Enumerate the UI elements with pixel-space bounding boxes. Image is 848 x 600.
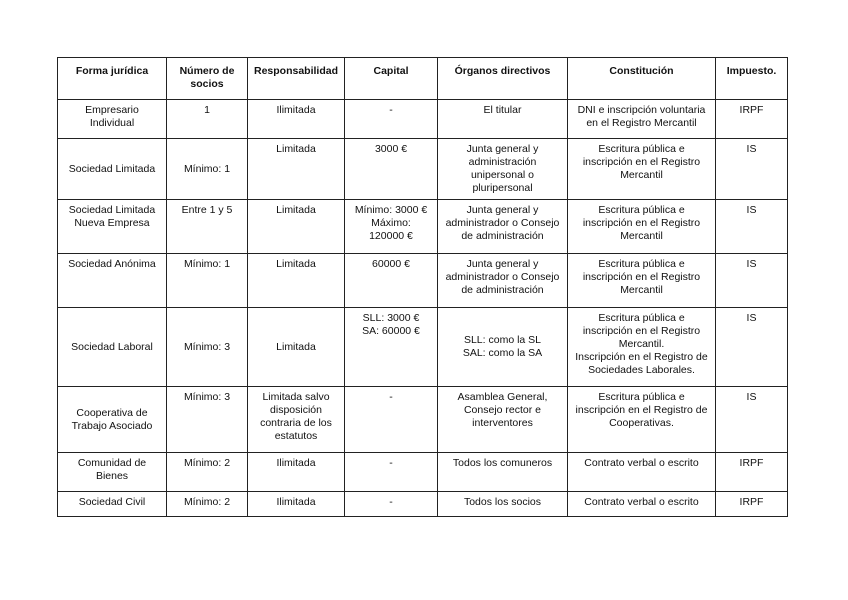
cell-constitucion: Escritura pública e inscripción en el Registro Mercantil (568, 139, 716, 200)
legal-forms-table (57, 57, 788, 517)
header-forma-juridica: Forma jurídica (58, 58, 167, 100)
cell-socios: Mínimo: 1 (167, 254, 248, 308)
header-constitucion: Constitución (568, 58, 716, 100)
cell-organos: Todos los comuneros (438, 453, 568, 492)
cell-responsabilidad: Limitada salvo disposición contraria de los estatutos (248, 387, 345, 453)
table-row (58, 200, 788, 254)
cell-socios: Mínimo: 3 (167, 387, 248, 453)
header-responsabilidad: Responsabilidad (248, 58, 345, 100)
cell-impuesto: IS (716, 308, 788, 387)
cell-constitucion: Escritura pública e inscripción en el Registro de Cooperativas. (568, 387, 716, 453)
cell-responsabilidad: Limitada (248, 139, 345, 200)
cell-constitucion: Contrato verbal o escrito (568, 492, 716, 517)
table-row (58, 308, 788, 387)
cell-forma: Sociedad Limitada (58, 139, 167, 200)
cell-capital: 60000 € (345, 254, 438, 308)
cell-organos: Todos los socios (438, 492, 568, 517)
cell-responsabilidad: Ilimitada (248, 492, 345, 517)
header-numero-socios: Número de socios (167, 58, 248, 100)
cell-constitucion: Escritura pública e inscripción en el Registro Mercantil. Inscripción en el Registro de Sociedades Laborales. (568, 308, 716, 387)
table-row (58, 387, 788, 453)
cell-impuesto: IRPF (716, 492, 788, 517)
header-organos-directivos: Órganos directivos (438, 58, 568, 100)
cell-organos: Asamblea General, Consejo rector e interventores (438, 387, 568, 453)
cell-organos: Junta general y administrador o Consejo de administración (438, 200, 568, 254)
cell-socios: Mínimo: 3 (167, 308, 248, 387)
cell-impuesto: IRPF (716, 453, 788, 492)
cell-constitucion: DNI e inscripción voluntaria en el Registro Mercantil (568, 100, 716, 139)
cell-forma: Cooperativa de Trabajo Asociado (58, 387, 167, 453)
cell-responsabilidad: Limitada (248, 308, 345, 387)
cell-forma: Sociedad Limitada Nueva Empresa (58, 200, 167, 254)
cell-impuesto: IS (716, 200, 788, 254)
cell-forma: Empresario Individual (58, 100, 167, 139)
cell-responsabilidad: Limitada (248, 254, 345, 308)
table-header-row (58, 58, 788, 100)
table-row (58, 453, 788, 492)
table-row (58, 254, 788, 308)
cell-impuesto: IS (716, 254, 788, 308)
cell-socios: Mínimo: 2 (167, 453, 248, 492)
cell-organos: El titular (438, 100, 568, 139)
cell-constitucion: Contrato verbal o escrito (568, 453, 716, 492)
cell-capital: - (345, 387, 438, 453)
cell-socios: Mínimo: 1 (167, 139, 248, 200)
cell-forma: Sociedad Civil (58, 492, 167, 517)
cell-socios: Mínimo: 2 (167, 492, 248, 517)
cell-impuesto: IS (716, 387, 788, 453)
table-row (58, 139, 788, 200)
cell-organos: SLL: como la SL SAL: como la SA (438, 308, 568, 387)
cell-capital: Mínimo: 3000 € Máximo: 120000 € (345, 200, 438, 254)
cell-constitucion: Escritura pública e inscripción en el Registro Mercantil (568, 200, 716, 254)
cell-impuesto: IS (716, 139, 788, 200)
cell-organos: Junta general y administración unipersonal o pluripersonal (438, 139, 568, 200)
cell-responsabilidad: Limitada (248, 200, 345, 254)
cell-socios: Entre 1 y 5 (167, 200, 248, 254)
cell-forma: Sociedad Anónima (58, 254, 167, 308)
header-capital: Capital (345, 58, 438, 100)
table-row (58, 100, 788, 139)
cell-forma: Sociedad Laboral (58, 308, 167, 387)
cell-capital: - (345, 100, 438, 139)
cell-responsabilidad: Ilimitada (248, 100, 345, 139)
header-impuesto: Impuesto. (716, 58, 788, 100)
cell-capital: - (345, 453, 438, 492)
cell-forma: Comunidad de Bienes (58, 453, 167, 492)
cell-capital: SLL: 3000 € SA: 60000 € (345, 308, 438, 387)
cell-constitucion: Escritura pública e inscripción en el Registro Mercantil (568, 254, 716, 308)
cell-capital: - (345, 492, 438, 517)
cell-impuesto: IRPF (716, 100, 788, 139)
cell-organos: Junta general y administrador o Consejo de administración (438, 254, 568, 308)
cell-responsabilidad: Ilimitada (248, 453, 345, 492)
cell-socios: 1 (167, 100, 248, 139)
table-row (58, 492, 788, 517)
cell-capital: 3000 € (345, 139, 438, 200)
